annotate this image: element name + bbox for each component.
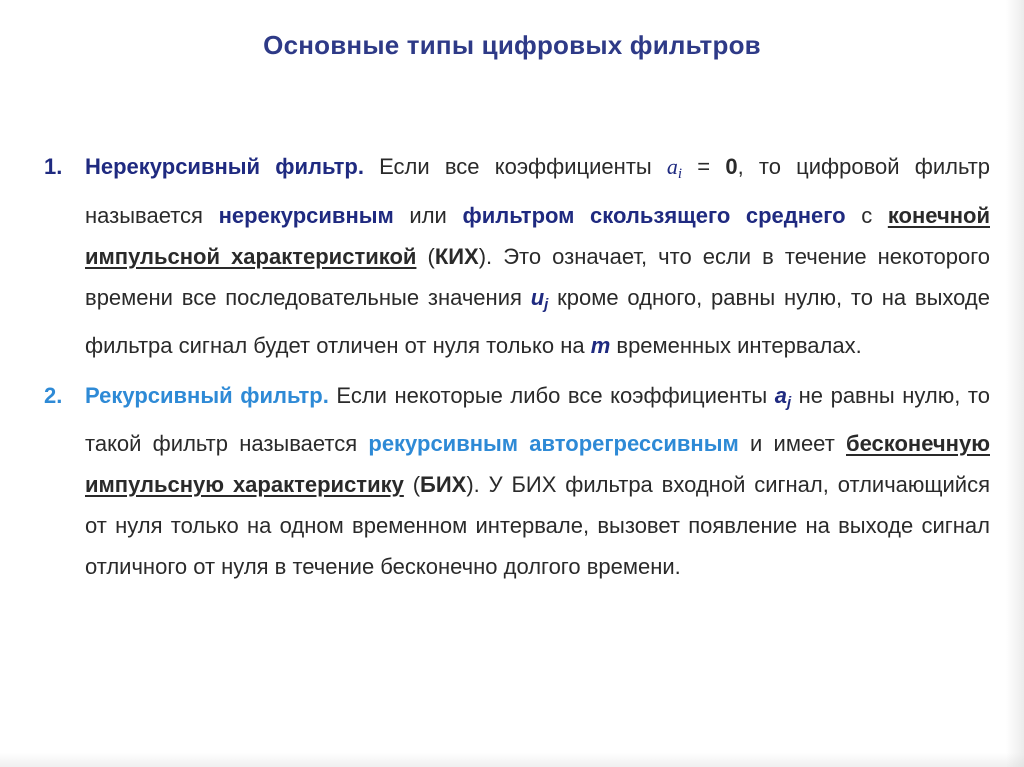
variable-subscript: j [544,296,549,313]
zero-value: 0 [725,154,738,179]
term-nonrecursive: нерекурсивным [218,203,394,228]
body-text: ). Это означает, что если в течение некоторого времени все последовательные значения [85,244,990,310]
item-heading: Нерекурсивный фильтр. [85,154,364,179]
item-heading: Рекурсивный фильтр. [85,383,329,408]
coefficient-subscript: i [677,166,683,182]
variable-letter: u [530,285,545,310]
body-text: или [393,203,463,228]
slide-edge-shadow-bottom [0,753,1024,767]
body-text: , то цифровой фильтр называется [85,154,991,228]
term-moving-average: фильтром скользящего среднего [462,203,846,228]
abbreviation-iir: БИХ [420,472,467,497]
body-text: не равны нулю, то такой фильтр называется [85,383,990,456]
list-item-recursive [44,375,990,587]
list-number: 2. [44,383,63,408]
abbreviation-fir: КИХ [434,244,479,269]
term-finite-impulse-response: конечной импульсной характеристикой [85,203,990,269]
body-text: ). У БИХ фильтра входной сигнал, отличающийся от нуля только на одном временном интервале, вызовет появление на выходе сигнал отличного от нуля в течение бесконечно долгого времени. [85,472,990,579]
body-text: Если некоторые либо все коэффициенты [328,383,775,408]
body-text: и имеет [738,431,846,456]
coefficient-symbol [774,383,792,411]
body-text: Если все коэффициенты [363,154,667,179]
body-text: ( [416,244,435,269]
equals-sign: = [682,154,726,179]
m-symbol: m [590,333,611,358]
slide-edge-shadow-right [1006,0,1024,767]
coefficient-letter: a [774,383,787,408]
coefficient-subscript: j [786,394,792,411]
body-text: с [845,203,888,228]
slide-title: Основные типы цифровых фильтров [263,30,761,60]
term-infinite-impulse-response: бесконечную импульсную характеристику [85,431,990,497]
coefficient-symbol [666,154,683,182]
list-number: 1. [44,154,63,179]
body-text: ( [403,472,421,497]
body-text: кроме одного, равны нулю, то на выходе фильтра сигнал будет отличен от нуля только на [85,285,990,358]
body-text: временных интервалах. [610,333,862,358]
variable-symbol [530,285,549,313]
coefficient-letter: a [666,154,678,179]
list-item-nonrecursive [44,146,990,366]
filter-types-list [44,146,990,587]
term-recursive-autoregressive: рекурсивным авторегрессивным [368,431,739,456]
